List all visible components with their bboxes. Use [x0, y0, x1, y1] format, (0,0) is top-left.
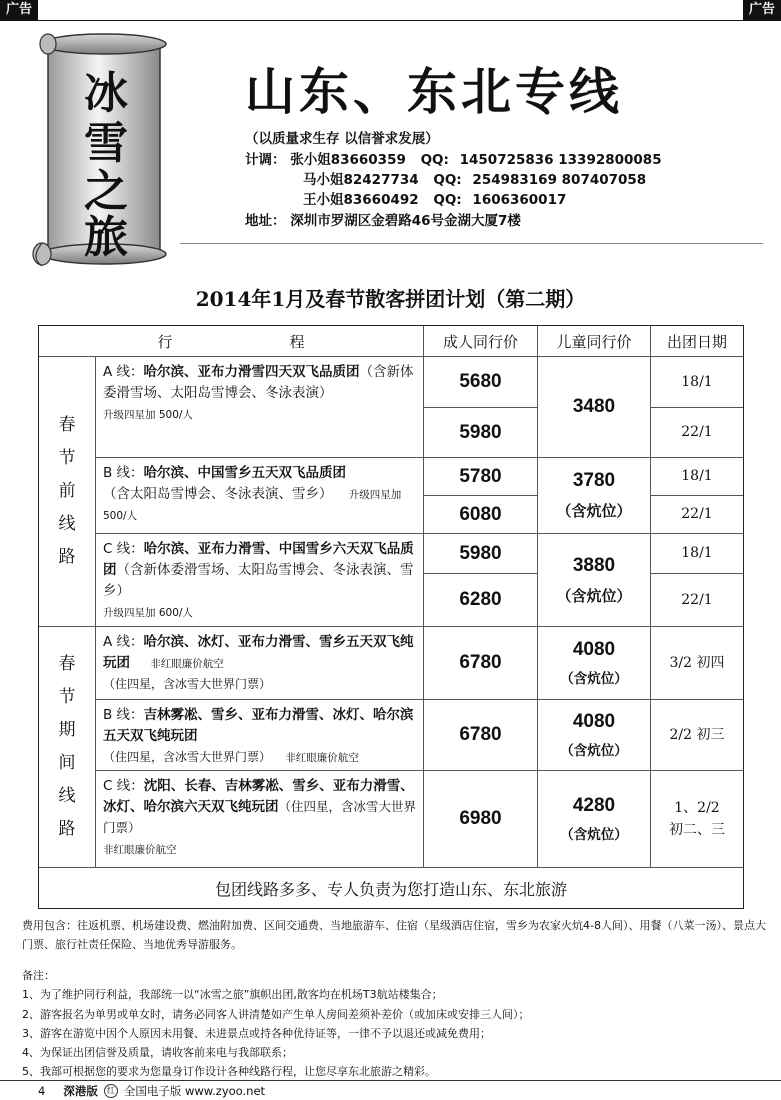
site-link[interactable]: 全国电子版 www.zyoo.net [123, 1084, 266, 1098]
route-note: 升级四星加 500/人 [103, 488, 402, 522]
route-note: 升级四星加 500/人 [103, 408, 193, 421]
route-detail: （住四星，含冰雪大世界门票） [103, 676, 272, 691]
depart-date-line: 初二、三 [669, 822, 725, 838]
contact-name: 王小姐83660492 [303, 192, 419, 208]
route-prefix: B 线： [103, 465, 144, 481]
qq-number: 1450725836 13392800085 [459, 152, 662, 168]
route-title: 吉林雾凇、雪乡、亚布力滑雪、冰灯、哈尔滨五天双飞纯玩团 [103, 707, 414, 744]
route-note: 非红眼廉价航空 [103, 843, 177, 856]
address-value: 深圳市罗湖区金碧路46号金湖大厦7楼 [290, 213, 521, 229]
page-title: 山东、东北专线 [245, 63, 623, 121]
route-title: 哈尔滨、冰灯、亚布力滑雪、雪乡五天双飞纯玩团 [103, 634, 414, 671]
route-prefix: C 线： [103, 541, 144, 557]
child-price [538, 534, 651, 627]
remark-item: 5、我部可根据您的要求为您量身订作设计各种线路行程，让您尽享东北旅游之精彩。 [22, 1065, 436, 1079]
route-note: 非红眼廉价航空 [285, 751, 359, 764]
logo-char-2: 雪 [84, 118, 128, 169]
route-detail: （住四星，含冰雪大世界门票） [103, 798, 417, 835]
header-depart-date: 出团日期 [651, 326, 743, 357]
plan-title: 2014年1月及春节散客拼团计划（第二期） [195, 287, 586, 311]
qq-label: QQ: [420, 152, 449, 168]
slogan: （以质量求生存 以信誉求发展） [245, 131, 439, 147]
route-g2-c [96, 771, 424, 868]
page-number: 4 [38, 1084, 46, 1098]
adult-price: 5680 [424, 357, 538, 408]
child-price [538, 700, 651, 771]
adult-price: 5980 [424, 408, 538, 458]
adult-price: 6780 [424, 627, 538, 700]
child-price-value: 4080 [572, 711, 616, 732]
depart-date: 22/1 [651, 574, 743, 627]
header-route [39, 326, 424, 357]
route-note: 非红眼廉价航空 [150, 657, 224, 670]
schedule-table [38, 325, 744, 909]
header-child-price: 儿童同行价 [538, 326, 651, 357]
remark-item: 3、游客在游览中因个人原因未用餐、未进景点或持各种优待证等，一律不予以退还或减免费用； [22, 1026, 491, 1040]
child-price [538, 771, 651, 868]
route-title: 哈尔滨、亚布力滑雪、中国雪乡六天双飞品质团 [103, 541, 414, 578]
child-price-value: 3880 [572, 554, 616, 576]
remark-item: 4、为保证出团信誉及质量，请收客前来电与我部联系； [22, 1046, 293, 1059]
header-route-b: 程 [289, 332, 305, 351]
depart-date: 18/1 [651, 357, 743, 408]
depart-date: 18/1 [651, 534, 743, 574]
top-divider [0, 20, 781, 21]
qq-label: QQ: [433, 192, 462, 208]
logo-char-3: 之 [84, 166, 128, 217]
child-price-value: 4280 [572, 795, 616, 816]
logo-char-1: 冰 [84, 68, 128, 119]
page-footer [38, 1083, 265, 1099]
route-g1-c [96, 534, 424, 627]
child-price [538, 627, 651, 700]
child-price [538, 357, 651, 458]
depart-date: 22/1 [651, 408, 743, 458]
route-prefix: A 线： [103, 364, 144, 380]
route-detail: （含新体委滑雪场、太阳岛雪博会、冬泳表演、雪乡） [103, 561, 414, 599]
badge-icon: 红 [104, 1084, 118, 1098]
child-price-note: （含炕位） [556, 502, 632, 520]
route-g1-a [96, 357, 424, 458]
route-detail: （含新体委滑雪场、太阳岛雪博会、冬泳表演） [103, 364, 414, 401]
group-label-char: 路 [58, 547, 76, 568]
logo-scroll [20, 30, 180, 270]
adult-price: 6080 [424, 496, 538, 534]
adult-price: 5980 [424, 534, 538, 574]
depart-date [651, 771, 743, 868]
contact-name: 张小姐83660359 [290, 152, 406, 168]
contact-row-2 [303, 168, 646, 188]
adult-price: 5780 [424, 458, 538, 496]
qq-label: QQ: [433, 172, 462, 188]
group-label-char: 节 [58, 686, 76, 707]
depart-date: 3/2 初四 [651, 627, 743, 700]
route-prefix: C 线： [103, 778, 144, 794]
group-label-char: 间 [58, 753, 76, 773]
route-g2-b [96, 700, 424, 771]
child-price-value: 4080 [572, 639, 616, 660]
child-price-note: （含炕位） [560, 671, 628, 687]
group-label-char: 前 [58, 480, 76, 501]
address-label: 地址： [245, 213, 286, 229]
remark-item: 2、游客报名为单男或单女时，请务必同客人讲清楚如产生单人房间差须补差价（或加床或安排三人间）； [22, 1007, 530, 1021]
adult-price: 6280 [424, 574, 538, 627]
edition-label: 深港版 [63, 1084, 98, 1098]
header-divider [180, 243, 763, 244]
child-price-note: （含炕位） [556, 586, 632, 605]
group-label-festival [39, 627, 96, 868]
adult-price: 6980 [424, 771, 538, 868]
route-g1-b [96, 458, 424, 534]
group-label-char: 春 [58, 414, 76, 435]
route-note: 升级四星加 600/人 [103, 606, 193, 619]
contact-label: 计调： [245, 152, 286, 168]
contact-name: 马小姐82427734 [303, 172, 419, 188]
header-adult-price: 成人同行价 [424, 326, 538, 357]
group-label-char: 路 [58, 819, 76, 840]
group-label-char: 线 [58, 786, 76, 807]
remarks-label: 备注： [22, 969, 55, 982]
child-price-value: 3480 [572, 396, 616, 417]
route-prefix: A 线： [103, 634, 144, 650]
child-price [538, 458, 651, 534]
ad-tag-left: 广告 [0, 0, 38, 20]
route-title: 哈尔滨、中国雪乡五天双飞品质团 [143, 465, 347, 481]
table-footer: 包团线路多多、专人负责为您打造山东、东北旅游 [214, 879, 567, 899]
route-detail: （住四星，含冰雪大世界门票） [103, 749, 272, 764]
child-price-note: （含炕位） [560, 743, 628, 759]
route-g2-a [96, 627, 424, 700]
fee-inclusions: 费用包含：往返机票、机场建设费、燃油附加费、区间交通费、当地旅游车、住宿（星级酒店住宿，雪乡为农家火炕4-8人间）、用餐（八菜一汤）、景点大门票、旅行社责任保险、当地优秀导游服务。 [22, 919, 766, 952]
remarks [22, 966, 767, 1082]
qq-number: 254983169 807407058 [472, 172, 647, 188]
child-price-note: （含炕位） [560, 827, 628, 843]
route-title: 哈尔滨、亚布力滑雪四天双飞品质团 [143, 364, 360, 380]
group-label-char: 节 [58, 447, 76, 468]
route-detail: （含太阳岛雪博会、冬泳表演、雪乡） [103, 485, 333, 502]
depart-date: 2/2 初三 [651, 700, 743, 771]
child-price-value: 3780 [572, 470, 616, 491]
depart-date: 22/1 [651, 496, 743, 534]
logo-char-4: 旅 [84, 212, 128, 263]
depart-date-line: 1、2/2 [674, 799, 720, 816]
group-label-pre-festival [39, 357, 96, 627]
route-title: 沈阳、长春、吉林雾凇、雪乡、亚布力滑雪、冰灯、哈尔滨六天双飞纯玩团 [103, 778, 414, 815]
group-label-char: 线 [58, 514, 76, 535]
contact-row-1 [245, 148, 662, 168]
adult-price: 6780 [424, 700, 538, 771]
group-label-char: 期 [58, 719, 76, 740]
header-route-a: 行 [157, 332, 173, 351]
route-prefix: B 线： [103, 707, 144, 723]
depart-date: 18/1 [651, 458, 743, 496]
group-label-char: 春 [58, 653, 76, 674]
qq-number: 1606360017 [472, 192, 567, 208]
remark-item: 1、为了维护同行利益，我部统一以“冰雪之旅”旗帜出团,散客均在机场T3航站楼集合； [22, 988, 443, 1002]
contact-row-3 [303, 188, 566, 208]
footer-divider [0, 1080, 781, 1081]
ad-tag-right: 广告 [743, 0, 781, 20]
address-row [245, 209, 521, 229]
